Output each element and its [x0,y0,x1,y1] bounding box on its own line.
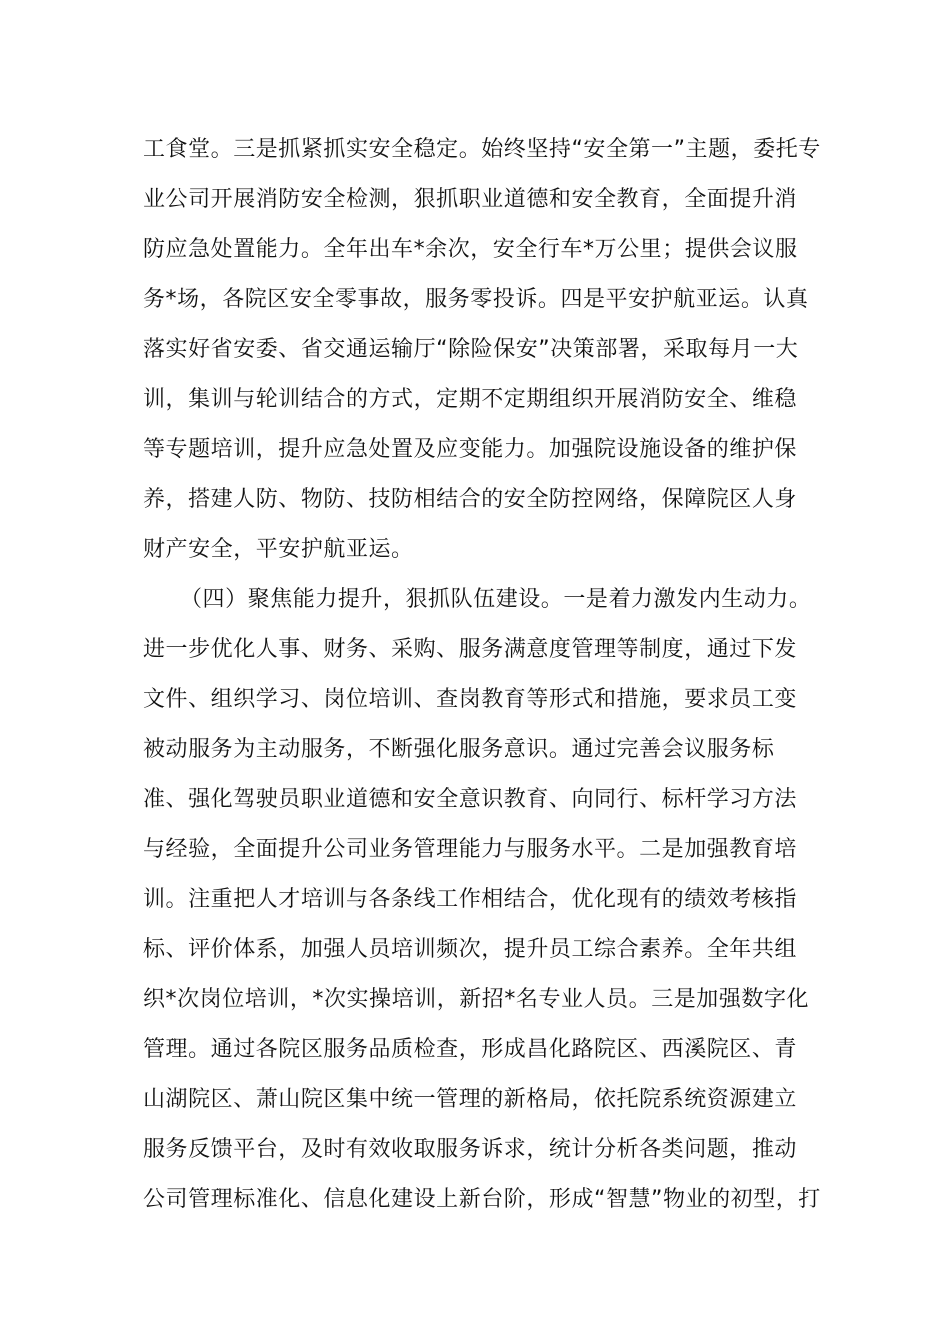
text-line: 养，搭建人防、物防、技防相结合的安全防控网络，保障院区人身 [143,487,797,512]
text-line: 文件、组织学习、岗位培训、查岗教育等形式和措施，要求员工变 [143,687,797,712]
text-line: 准、强化驾驶员职业道德和安全意识教育、向同行、标杆学习方法 [143,787,797,812]
text-line: 织*次岗位培训，*次实操培训，新招*名专业人员。三是加强数字化 [143,987,810,1012]
text-line: 工食堂。三是抓紧抓实安全稳定。始终坚持“安全第一”主题，委托专 [143,137,821,162]
text-line: 训。注重把人才培训与各条线工作相结合，优化现有的绩效考核指 [143,887,797,912]
text-line: 被动服务为主动服务，不断强化服务意识。通过完善会议服务标 [143,737,775,762]
text-line: 进一步优化人事、财务、采购、服务满意度管理等制度，通过下发 [143,637,797,662]
text-line: 落实好省安委、省交通运输厅“除险保安”决策部署，采取每月一大 [143,337,799,362]
text-line: 业公司开展消防安全检测，狠抓职业道德和安全教育，全面提升消 [143,187,797,212]
text-line: 训，集训与轮训结合的方式，定期不定期组织开展消防安全、维稳 [143,387,797,412]
text-line: 公司管理标准化、信息化建设上新台阶，形成“智慧”物业的初型，打 [143,1187,821,1212]
text-line: 务*场，各院区安全零事故，服务零投诉。四是平安护航亚运。认真 [143,287,809,312]
text-line: 标、评价体系，加强人员培训频次，提升员工综合素养。全年共组 [143,937,797,962]
text-line: 等专题培训，提升应急处置及应变能力。加强院设施设备的维护保 [143,437,797,462]
text-line: 管理。通过各院区服务品质检查，形成昌化路院区、西溪院区、青 [143,1037,797,1062]
text-line: 财产安全，平安护航亚运。 [143,537,414,562]
text-line: 与经验，全面提升公司业务管理能力与服务水平。二是加强教育培 [143,837,797,862]
text-line: 服务反馈平台，及时有效收取服务诉求，统计分析各类问题，推动 [143,1137,797,1162]
section-heading-line: （四）聚焦能力提升，狠抓队伍建设。一是着力激发内生动力。 [180,587,812,612]
text-line: 防应急处置能力。全年出车*余次，安全行车*万公里；提供会议服 [143,237,798,262]
text-line: 山湖院区、萧山院区集中统一管理的新格局，依托院系统资源建立 [143,1087,797,1112]
